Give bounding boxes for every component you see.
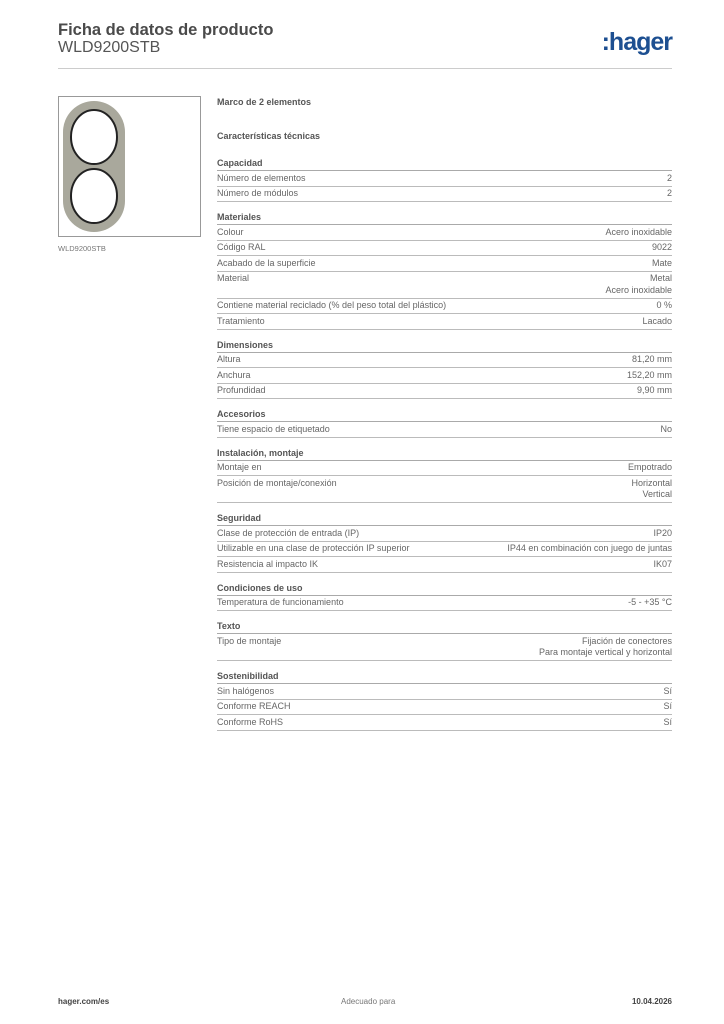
spec-value-line: Vertical [642, 489, 672, 499]
spec-value [628, 462, 672, 474]
spec-value [667, 188, 672, 200]
footer-date: 10.04.2026 [631, 997, 672, 1006]
spec-value-line: 2 [666, 188, 672, 198]
spec-section [217, 447, 672, 504]
spec-row [217, 241, 672, 257]
spec-label: Profundidad [217, 385, 266, 395]
spec-value-line: Fijación de conectores [581, 635, 672, 646]
spec-value-line: Sí [663, 701, 672, 711]
footer-website: hager.com/es [58, 997, 110, 1006]
spec-label: Conforme RoHS [217, 716, 284, 727]
footer-center: Adecuado para [341, 997, 396, 1006]
spec-row [217, 299, 672, 315]
product-code: WLD9200STB [58, 39, 161, 56]
spec-value-line: 152,20 mm [626, 369, 672, 380]
spec-row [217, 422, 672, 438]
spec-label: Montaje en [217, 462, 262, 472]
spec-value-line: Acero inoxidable [605, 284, 672, 295]
spec-label: Contiene material reciclado (% del peso total del plástico) [217, 300, 447, 310]
spec-row [217, 256, 672, 272]
spec-label: Conforme REACH [217, 701, 291, 711]
spec-label: Temperatura de funcionamiento [217, 597, 344, 607]
spec-label: Código RAL [217, 242, 266, 252]
spec-label: Anchura [217, 369, 251, 380]
spec-section [217, 408, 672, 438]
spec-value [663, 701, 672, 713]
spec-row [217, 384, 672, 400]
spec-row [217, 684, 672, 700]
spec-value [539, 636, 672, 659]
spec-value [605, 273, 672, 296]
spec-value [653, 559, 672, 571]
section-title: Seguridad [217, 512, 672, 526]
spec-label: Número de módulos [217, 188, 299, 198]
spec-value-line: Lacado [642, 315, 672, 326]
spec-row [217, 596, 672, 612]
spec-value-line: Sí [663, 685, 672, 696]
spec-value-line: 9,90 mm [636, 385, 672, 395]
spec-section [217, 339, 672, 400]
spec-label: Tipo de montaje [217, 635, 282, 646]
spec-value-line: IP20 [653, 527, 672, 538]
spec-value-line: Acero inoxidable [605, 226, 672, 237]
product-image [58, 96, 201, 237]
spec-value [631, 478, 672, 501]
section-title: Accesorios [217, 408, 672, 422]
spec-row [217, 634, 672, 661]
spec-section [217, 157, 672, 202]
spec-value-line: 81,20 mm [631, 354, 672, 364]
hager-logo: :hager [601, 28, 672, 56]
spec-value-line: No [660, 423, 672, 434]
spec-value-line: 9022 [651, 242, 672, 252]
spec-label: Material [217, 273, 250, 283]
page-title: Ficha de datos de producto [58, 21, 274, 39]
spec-value [642, 316, 672, 328]
spec-value-line: IP44 en combinación con juego de juntas [507, 543, 672, 553]
spec-row [217, 461, 672, 477]
spec-value [660, 424, 672, 436]
spec-label: Tiene espacio de etiquetado [217, 423, 330, 434]
spec-row [217, 353, 672, 369]
spec-section [217, 582, 672, 612]
spec-row [217, 557, 672, 573]
spec-section [217, 670, 672, 731]
spec-section [217, 211, 672, 330]
spec-row [217, 700, 672, 716]
spec-value [632, 354, 672, 366]
section-title: Instalación, montaje [217, 447, 672, 461]
spec-label: Altura [217, 354, 241, 364]
spec-value-line: Metal [649, 273, 672, 283]
section-title: Capacidad [217, 157, 672, 171]
spec-row [217, 272, 672, 299]
spec-value [653, 528, 672, 540]
spec-value [507, 543, 672, 555]
spec-label: Resistencia al impacto IK [217, 558, 319, 569]
spec-value-line: Para montaje vertical y horizontal [538, 647, 672, 657]
spec-value [656, 300, 672, 312]
spec-value-line: IK07 [653, 558, 672, 569]
spec-value [663, 686, 672, 698]
image-caption: WLD9200STB [58, 244, 106, 253]
spec-row [217, 542, 672, 558]
spec-value [627, 370, 672, 382]
spec-row [217, 314, 672, 330]
header-divider [58, 68, 672, 69]
spec-value [628, 597, 672, 609]
spec-label: Número de elementos [217, 172, 306, 183]
section-title: Sostenibilidad [217, 670, 672, 684]
spec-value-line: 2 [666, 172, 672, 183]
spec-label: Sin halógenos [217, 685, 275, 696]
spec-value-line: Empotrado [627, 462, 672, 472]
spec-value [652, 242, 672, 254]
spec-label: Posición de montaje/conexión [217, 477, 337, 488]
section-title: Dimensiones [217, 339, 672, 353]
characteristics-title: Características técnicas [217, 131, 321, 141]
spec-row [217, 526, 672, 542]
spec-label: Acabado de la superficie [217, 257, 316, 268]
product-name: Marco de 2 elementos [217, 97, 312, 107]
spec-value [637, 385, 672, 397]
spec-row [217, 715, 672, 731]
spec-row [217, 225, 672, 241]
section-title: Condiciones de uso [217, 582, 672, 596]
spec-value [605, 227, 672, 239]
spec-value-line: Mate [651, 257, 672, 268]
spec-label: Colour [217, 226, 244, 237]
spec-value-line: Sí [663, 716, 672, 727]
spec-value [667, 173, 672, 185]
spec-value [652, 258, 672, 270]
spec-label: Tratamiento [217, 315, 265, 326]
spec-value-line: Horizontal [631, 477, 672, 488]
spec-value [663, 717, 672, 729]
spec-label: Utilizable en una clase de protección IP superior [217, 543, 410, 553]
spec-value-line: -5 - +35 °C [628, 597, 672, 607]
spec-value-line: 0 % [656, 300, 672, 310]
spec-label: Clase de protección de entrada (IP) [217, 527, 360, 538]
spec-content [217, 96, 672, 731]
spec-row [217, 368, 672, 384]
section-title: Materiales [217, 211, 672, 225]
spec-row [217, 171, 672, 187]
spec-section [217, 620, 672, 661]
spec-section [217, 512, 672, 573]
spec-row [217, 187, 672, 203]
section-title: Texto [217, 620, 672, 634]
spec-row [217, 476, 672, 503]
